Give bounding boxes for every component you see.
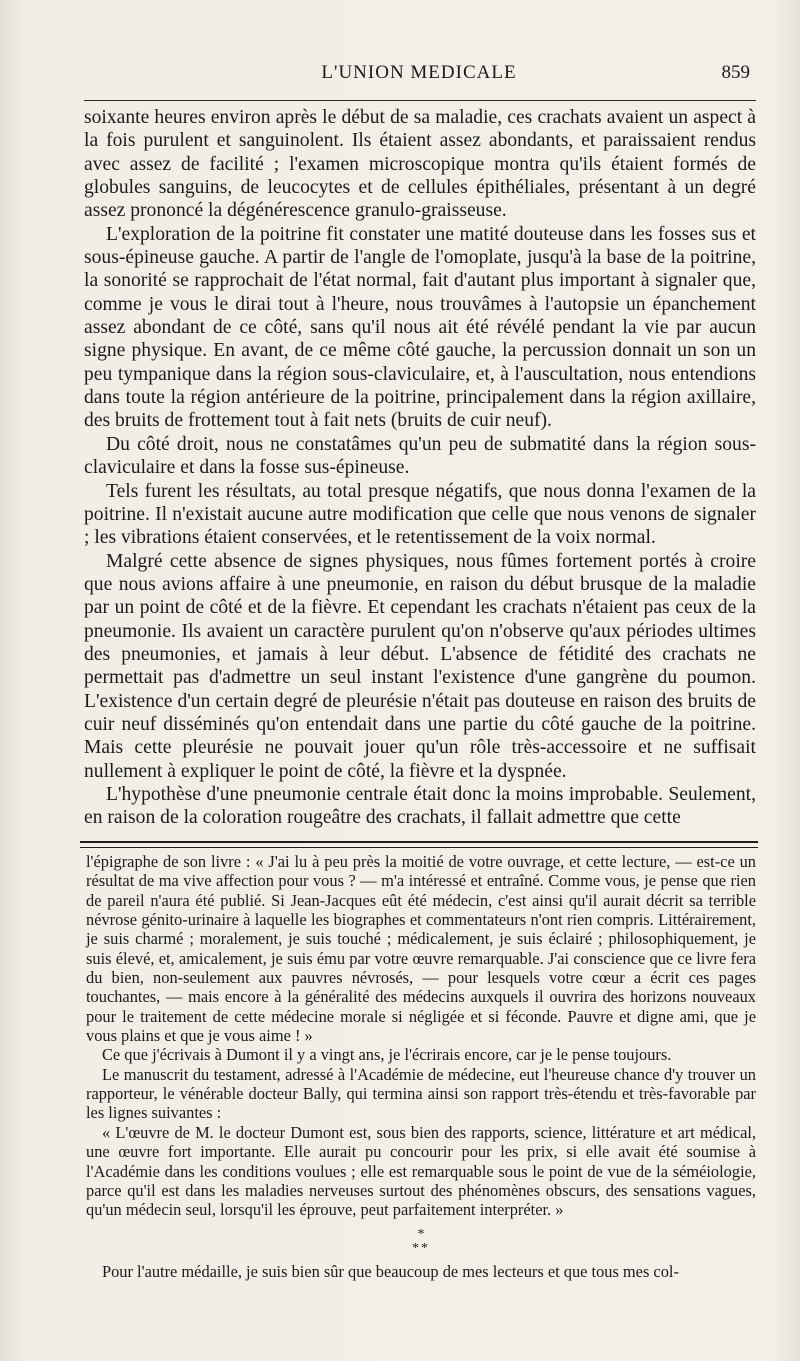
feuilleton-text [86, 852, 756, 1281]
header-rule [84, 100, 756, 101]
note-paragraph: Ce que j'écrivais à Dumont il y a vingt ans, je l'écrirais encore, car je le pense toujours. [102, 1045, 672, 1065]
asterism-top: * [417, 1226, 425, 1242]
note-paragraph: l'épigraphe de son livre : « J'ai lu à peu près la moitié de votre ouvrage, et cette lecture, — est-ce un résultat de ma vive affection pour vous ? — m'a intéressé et entraîné. Comme vous, je pense que rien de pareil n'aura été publié. Si Jean-Jacques eût été médecin, c'est ainsi qu'il aurait décrit sa terrible névrose génito-urinaire à laquelle les biographes et commentateurs n'ont rien compris. Littérairement, je suis charmé ; moralement, je suis touché ; médicalement, je suis éclairé ; philosophiquement, je suis élevé, et, amicalement, je suis ému par votre œuvre remarquable. J'ai conscience que ce livre fera du bien, non-seulement aux pauvres névrosés, — pour lesquels votre cœur a écrit ces pages touchantes, — mais encore à la généralité des médecins auxquels il ouvrira des horizons nouveaux pour le traitement de cette médecine morale si négligée et si féconde. Pauvre et digne ami, que je vous plains et que je vous aime ! » [86, 852, 756, 1046]
note-paragraph: « L'œuvre de M. le docteur Dumont est, sous bien des rapports, science, littérature et art médical, une œuvre fort importante. Elle aurait pu concourir pour les prix, si elle avait été soumise à l'Académie dans les conditions voulues ; elle est remarquable sous le point de vue de la séméiologie, parce qu'il est dans les maladies nerveuses surtout des phénomènes obscurs, des sensations vagues, qu'un médecin seul, lorsqu'il les éprouve, peut parfaitement interpréter. » [86, 1122, 756, 1220]
note-paragraph: Le manuscrit du testament, adressé à l'Académie de médecine, eut l'heureuse chance d'y trouver un rapporteur, le vénérable docteur Bally, qui termina ainsi son rapport très-étendu et très-favorable par les lignes suivantes : [86, 1064, 756, 1123]
section-divider [80, 841, 758, 848]
paragraph: Tels furent les résultats, au total presque négatifs, que nous donna l'examen de la poitrine. Il n'existait aucune autre modification que celle que nous venons de signaler ; les vibrations étaient conservées, et le retentissement de la voix normal. [84, 480, 756, 549]
asterism-bottom: ** [412, 1240, 430, 1256]
paragraph: Malgré cette absence de signes physiques, nous fûmes fortement portés à croire que nous avions affaire à une pneumonie, en raison du début brusque de la maladie par un point de côté et de la fièvre. Et cependant les crachats n'étaient pas ceux de la pneumonie. Ils avaient un caractère purulent qu'on n'observe qu'aux périodes ultimes des pneumonies, et jamais à leur début. L'absence de fétidité des crachats ne permettait pas d'admettre un seul instant l'existence d'une gangrène du poumon. L'existence d'un certain degré de pleurésie n'était pas douteuse en raison des bruits de cuir neuf disséminés qu'on entendait dans une partie du côté gauche de la poitrine. Mais cette pleurésie ne pouvait jouer qu'un rôle très-accessoire et ne suffisait nullement à expliquer le point de côté, la fièvre et la dyspnée. [84, 550, 756, 782]
paragraph: L'exploration de la poitrine fit constater une matité douteuse dans les fosses sus et sous-épineuse gauche. A partir de l'angle de l'omoplate, jusqu'à la base de la poitrine, la sonorité se rapprochait de l'état normal, fait d'autant plus important à signaler que, comme je vous le dirai tout à l'heure, nous trouvâmes à l'autopsie un épanchement assez abondant de ce côté, sans qu'il nous ait été révélé pendant la vie par aucun signe physique. En avant, de ce même côté gauche, la percussion donnait un son un peu tympanique dans la région sous-claviculaire, et, à l'auscultation, nous entendions dans toute la région antérieure de la poitrine, principalement dans la région axillaire, des bruits de frottement tout à fait nets (bruits de cuir neuf). [84, 223, 756, 432]
note-paragraph: Pour l'autre médaille, je suis bien sûr que beaucoup de mes lecteurs et que tous mes col- [102, 1261, 679, 1281]
paragraph: Du côté droit, nous ne constatâmes qu'un peu de submatité dans la région sous-claviculaire et dans la fosse sus-épineuse. [84, 433, 756, 479]
page-number: 859 [721, 62, 750, 83]
paragraph: L'hypothèse d'une pneumonie centrale était donc la moins improbable. Seulement, en raison de la coloration rougeâtre des crachats, il fallait admettre que cette [84, 783, 756, 829]
asterism [86, 1228, 756, 1256]
paragraph: soixante heures environ après le début de sa maladie, ces crachats avaient un aspect à la fois purulent et sanguinolent. Ils étaient assez abondants, et paraissaient rendus avec assez de facilité ; l'examen microscopique montra qu'ils étaient formés de globules sanguins, de leucocytes et de cellules épithéliales, présentant à un degré assez prononcé la dégénérescence granulo-graisseuse. [84, 107, 756, 222]
main-text [84, 106, 756, 830]
running-title: L'UNION MEDICALE [321, 62, 517, 83]
running-header [86, 62, 752, 88]
